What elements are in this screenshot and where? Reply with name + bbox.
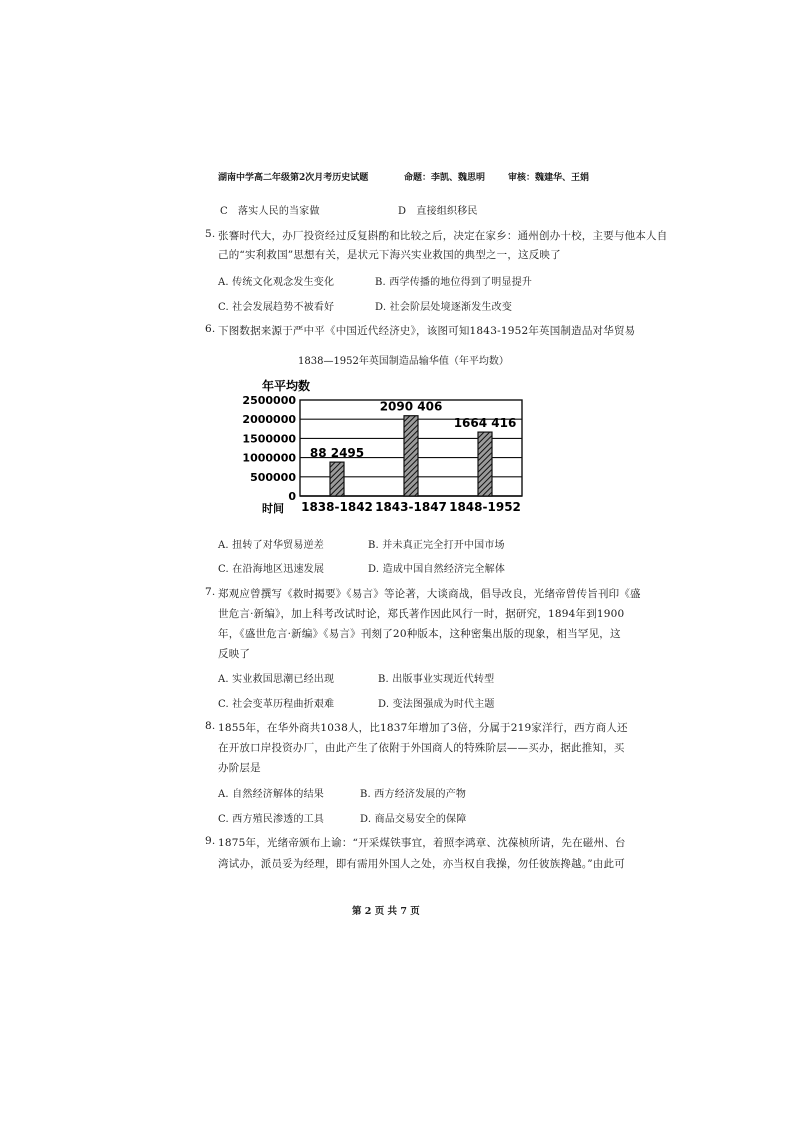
- y-tick-label: 1500000: [242, 432, 296, 446]
- y-tick-label: 1000000: [242, 451, 296, 465]
- q7-stem-line4: 反映了: [218, 648, 251, 660]
- q8-option-a: A. 自然经济解体的结果: [218, 789, 324, 800]
- q8-option-b: B. 西方经济发展的产物: [360, 789, 467, 800]
- q8-number: 8.: [205, 720, 216, 732]
- x-tick-label: 1848-1952: [449, 500, 521, 514]
- y-tick-label: 500000: [250, 470, 296, 484]
- bar-1848-1952: [478, 432, 492, 496]
- q7-stem-line2: 世危言·新编》，加上科考改试时论，郑氏著作因此风行一时，据研究，1894年到1900: [218, 608, 625, 620]
- q9-stem-line1: 1875年，光绪帝颁布上谕：“开采煤铁事宜，着照李鸿章、沈葆桢所请，先在磁州、台: [218, 837, 626, 849]
- x-axis-label: 时间: [262, 502, 284, 515]
- q6-number: 6.: [205, 323, 216, 335]
- chart-title: 1838—1952年英国制造品输华值（年平均数）: [298, 356, 509, 367]
- q8-option-c: C. 西方殖民渗透的工具: [218, 814, 325, 825]
- q7-stem-line3: 年，《盛世危言·新编》《易言》刊刻了20种版本，这种密集出版的现象，相当罕见，这: [218, 628, 621, 640]
- q6-option-b: B. 并未真正完全打开中国市场: [368, 540, 505, 551]
- y-tick-label: 2500000: [242, 394, 296, 407]
- q7-stem-line1: 郑观应曾撰写《救时揭要》《易言》等论著，大谈商战，倡导改良，光绪帝曾传旨刊印《盛: [218, 588, 641, 600]
- q9-stem-line2: 湾试办，派员妥为经理，即有需用外国人之处，亦当权自我操，勿任彼族搀越。”由此可: [218, 858, 625, 870]
- y-tick-label: 2000000: [242, 413, 296, 427]
- x-tick-label: 1838-1842: [301, 500, 373, 514]
- q8-stem-line2: 在开放口岸投资办厂，由此产生了依附于外国商人的特殊阶层——买办，据此推知，买: [218, 742, 625, 754]
- q7-option-b: B. 出版事业实现近代转型: [378, 674, 495, 685]
- q5-number: 5.: [205, 228, 216, 240]
- q5-option-b: B. 西学传播的地位得到了明显提升: [375, 277, 533, 288]
- q4-option-c: C 落实人民的当家做: [220, 206, 320, 217]
- q5-stem-line2: 己的“实利救国”思想有关，是状元下海兴实业救国的典型之一，这反映了: [218, 249, 561, 261]
- q7-number: 7.: [205, 586, 216, 598]
- bar-1838-1842: [330, 462, 344, 496]
- q6-option-c: C. 在沿海地区迅速发展: [218, 564, 325, 575]
- x-tick-label: 1843-1847: [375, 500, 447, 514]
- reviewer-credit: 审核：魏建华、王娟: [508, 173, 590, 183]
- q8-stem-line3: 办阶层是: [218, 762, 261, 774]
- bar-value-label: 1664 416: [453, 416, 517, 431]
- q8-option-d: D. 商品交易安全的保障: [360, 814, 467, 825]
- q8-stem-line1: 1855年，在华外商共1038人，比1837年增加了3倍，分属于219家洋行，西方商人还: [218, 722, 628, 734]
- q6-option-d: D. 造成中国自然经济完全解体: [368, 564, 506, 575]
- q5-option-c: C. 社会发展趋势不被看好: [218, 302, 335, 313]
- bar-1843-1847: [404, 416, 418, 496]
- y-tick-label: 0: [288, 490, 296, 503]
- q5-option-a: A. 传统文化观念发生变化: [218, 277, 335, 288]
- exam-title: 湖南中学高二年级第2次月考历史试题: [218, 173, 369, 183]
- bar-value-label: 88 2495: [309, 446, 365, 461]
- q5-option-d: D. 社会阶层处境逐渐发生改变: [375, 302, 513, 313]
- page-number: 第 2 页 共 7 页: [352, 906, 420, 917]
- q7-option-a: A. 实业救国思潮已经出现: [218, 674, 335, 685]
- q6-stem-line1: 下图数据来源于严中平《中国近代经济史》，该图可知1843-1952年英国制造品对华贸易: [218, 325, 636, 337]
- setter-credit: 命题：李凯、魏思明: [404, 173, 486, 183]
- q4-option-d: D 直接组织移民: [398, 206, 478, 217]
- bar-value-label: 2090 406: [379, 399, 443, 414]
- q9-number: 9.: [205, 835, 216, 847]
- q7-option-c: C. 社会变革历程曲折艰难: [218, 699, 335, 710]
- y-axis-label: 年平均数: [262, 379, 311, 393]
- bar-chart: [232, 378, 542, 520]
- q6-option-a: A. 扭转了对华贸易逆差: [218, 540, 324, 551]
- q7-option-d: D. 变法图强成为时代主题: [378, 699, 495, 710]
- q5-stem-line1: 张謇时代大，办厂投资经过反复斟酌和比较之后，决定在家乡：通州创办十校，主要与他本人自: [218, 230, 668, 242]
